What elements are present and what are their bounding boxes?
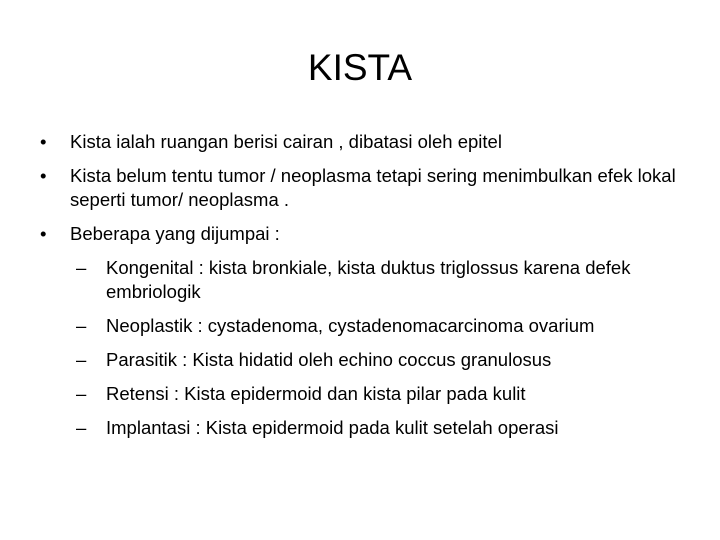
- bullet-item: [36, 222, 686, 246]
- sub-bullet-text: Kongenital : kista bronkiale, kista duktus triglossus karena defek embriologik: [106, 257, 631, 302]
- sub-bullet-text: Retensi : Kista epidermoid dan kista pilar pada kulit: [106, 383, 526, 404]
- sub-bullet-marker: –: [76, 315, 87, 336]
- slide-title: KISTA: [307, 47, 413, 88]
- bullet-marker: •: [40, 223, 47, 244]
- sub-bullet-text: Neoplastik : cystadenoma, cystadenomacarcinoma ovarium: [106, 315, 595, 336]
- bullet-marker: •: [40, 131, 47, 152]
- sub-bullet-item: [36, 416, 686, 440]
- slide-body: [36, 130, 686, 440]
- sub-bullet-item: [36, 314, 686, 338]
- sub-bullet-marker: –: [76, 257, 87, 278]
- sub-bullet-item: [36, 382, 686, 406]
- sub-bullet-marker: –: [76, 349, 87, 370]
- sub-bullet-text: Implantasi : Kista epidermoid pada kulit setelah operasi: [106, 417, 559, 438]
- sub-bullet-text: Parasitik : Kista hidatid oleh echino coccus granulosus: [106, 349, 552, 370]
- sub-bullet-item: [36, 256, 686, 304]
- sub-bullet-item: [36, 348, 686, 372]
- sub-bullet-marker: –: [76, 417, 87, 438]
- sub-bullet-list: [36, 256, 686, 440]
- sub-bullet-marker: –: [76, 383, 87, 404]
- bullet-text: Beberapa yang dijumpai :: [70, 223, 280, 244]
- bullet-text: Kista ialah ruangan berisi cairan , dibatasi oleh epitel: [70, 131, 502, 152]
- bullet-item: [36, 164, 686, 212]
- bullet-marker: •: [40, 165, 47, 186]
- bullet-text: Kista belum tentu tumor / neoplasma tetapi sering menimbulkan efek lokal seperti tumor/ neoplasma .: [70, 165, 676, 210]
- bullet-item: [36, 130, 686, 154]
